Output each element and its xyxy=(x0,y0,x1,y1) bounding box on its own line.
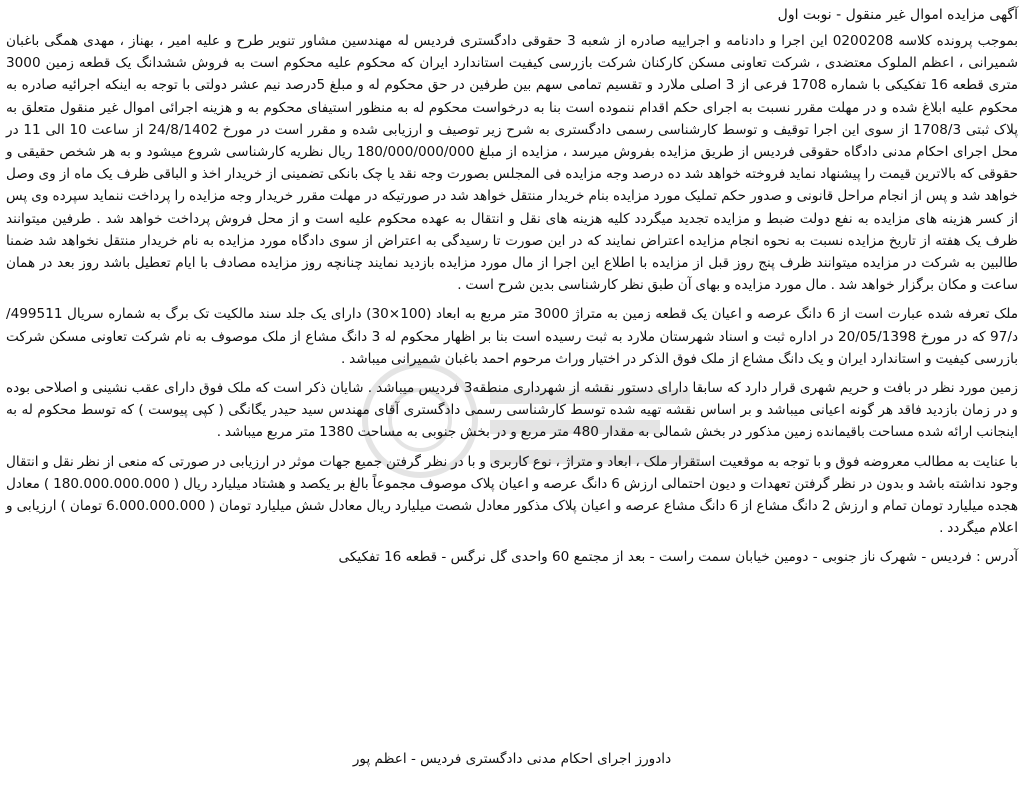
notice-title: آگهی مزایده اموال غیر منقول - نوبت اول xyxy=(777,7,1018,23)
auction-notice xyxy=(6,4,1018,785)
paragraph-land-status: زمین مورد نظر در بافت و حریم شهری قرار دارد که سابقا دارای دستور نقشه از شهرداری منطقه3 فردیس میباشد . شایان ذکر است که ملک فوق دارای عقب نشینی و اصلاحی بوده و در زمان بازدید فاقد هر گونه اعیانی میباشد و بر اساس نقشه تهیه شده توسط کارشناسی رسمی دادگستری آقای مهندس سید حیدر یگانگی ( کپی پیوست ) که توسط محکوم له به اینجانب ارائه شده مساحت باقیمانده زمین مذکور در بخش شمالی به مقدار 480 متر مربع و در بخش جنوبی به مساحت 1380 متر مربع میباشد . xyxy=(6,380,1018,441)
paragraph-case-details: بموجب پرونده کلاسه 0200208 این اجرا و دادنامه و اجراییه صادره از شعبه 3 حقوقی دادگستری فردیس له مهندسین مشاور تنویر طرح و علیه امیر ، بهناز ، مهدی همگی باغبان شمیرانی ، اعظم الملوک معتضدی ، شرکت تعاونی مسکن کارکنان شرکت بازرسی کیفیت استاندارد ایران که محکوم علیه محکوم است به فروش ششدانگ یک قطعه زمین 3000 متری قطعه 16 تفکیکی با شماره 1708 فرعی از 3 اصلی ملارد و تقسیم تمامی سهم بین طرفین در حق محکوم له و مبلغ 5درصد نیم عشر دولتی با توجه به اینکه اجرائیه صادره به محکوم علیه ابلاغ شده و در مهلت مقرر نسبت به اجرای حکم اقدام ننموده است بنا به درخواست محکوم له به منظور استیفای محکوم به و هزینه اجرائی اموال غیر منقول متعلق به پلاک ثبتی 1708/3 از سوی این اجرا توقیف و توسط کارشناسی رسمی دادگستری به شرح زیر توصیف و ارزیابی شده و مقرر است در مورخ 24/8/1402 از ساعت 10 الی 11 در محل اجرای احکام مدنی دادگاه حقوقی فردیس از طریق مزایده بفروش میرسد ، مزایده از مبلغ 180/000/000/000 ریال نظریه کارشناسی شروع میشود و به هر شخص حقیقی و حقوقی که بالاترین قیمت را پیشنهاد نماید فروخته خواهد شد ده درصد وجه مزایده فی المجلس بصورت وجه نقد یا چک بانکی تضمینی از خریدار اخذ و الباقی ظرف یک ماه از وی وصل خواهد شد و پس از انجام مراحل قانونی و صدور حکم تملیک مورد مزایده بنام خریدار منتقل خواهد شد در صورتیکه در مهلت مقرر خریدار وجه مزایده را پرداخت ننماید سپرده وی پس از کسر هزینه های مزایده به نفع دولت ضبط و مزایده تجدید میگردد کلیه هزینه های نقل و انتقال به عهده محکوم علیه است و از محل فروش پرداخت خواهد شد . طرفین میتوانند ظرف یک هفته از تاریخ مزایده نسبت به نحوه انجام مزایده اعتراض نمایند که در این صورت تا رسیدگی به اعتراض از سوی دادگاه مورد مزایده به نام خریدار منتقل نخواهد شد ضمنا طالبین به شرکت در مزایده میتوانند ظرف پنج روز قبل از مزایده با اطلاع این اجرا از مال مورد مزایده بازدید نمایند چنانچه روز مزایده مصادف با ایام تعطیل باشد روز بعد در همان ساعت و مکان برگزار خواهد شد . مال مورد مزایده و بهای آن طبق نظر کارشناسی بدین شرح است . xyxy=(6,33,1018,294)
paragraph-property-description: ملک تعرفه شده عبارت است از 6 دانگ عرصه و اعیان یک قطعه زمین به متراژ 3000 متر مربع به ابعاد (100×30) دارای یک جلد سند مالکیت تک برگ به شماره سریال 499511/د/97 که در مورخ 20/05/1398 در اداره ثبت و اسناد شهرستان ملارد به ثبت رسیده است بنا بر اظهار محکوم له 3 دانگ مشاع از ملک موصوف به نام شرکت تعاونی مسکن شرکت بازرسی کیفیت و استاندارد ایران و یک دانگ مشاع از ملک فوق الذکر در اختیار وراث مرحوم احمد باغبان شمیرانی میباشد . xyxy=(6,306,1019,367)
property-address: آدرس : فردیس - شهرک ناز جنوبی - دومین خیابان سمت راست - بعد از مجتمع 60 واحدی گل نرگس - قطعه 16 تفکیکی xyxy=(338,549,1018,566)
paragraph-valuation: با عنایت به مطالب معروضه فوق و با توجه به موقعیت استقرار ملک ، ابعاد و متراژ ، نوع کاربری و با در نظر گرفتن جمیع جهات موثر در ارزیابی در صورتی که منعی از نظر نقل و انتقال وجود نداشته باشد و بدون در نظر گرفتن تعهدات و دیون احتمالی ارزش 6 دانگ عرصه و اعیان پلاک موصوف مجموعاً بالغ بر یکصد و هشتاد میلیارد ریال ( 180.000.000.000 ) معادل هجده میلیارد تومان تمام و ارزش 2 دانگ مشاع از 6 دانگ مشاع عرصه و اعیان پلاک مذکور معادل شصت میلیارد ریال معادل شش میلیارد تومان ( 6.000.000.000 تومان ) ارزیابی و اعلام میگردد . xyxy=(6,453,1019,537)
signature-line: دادورز اجرای احکام مدنی دادگستری فردیس - اعظم پور xyxy=(352,751,672,767)
